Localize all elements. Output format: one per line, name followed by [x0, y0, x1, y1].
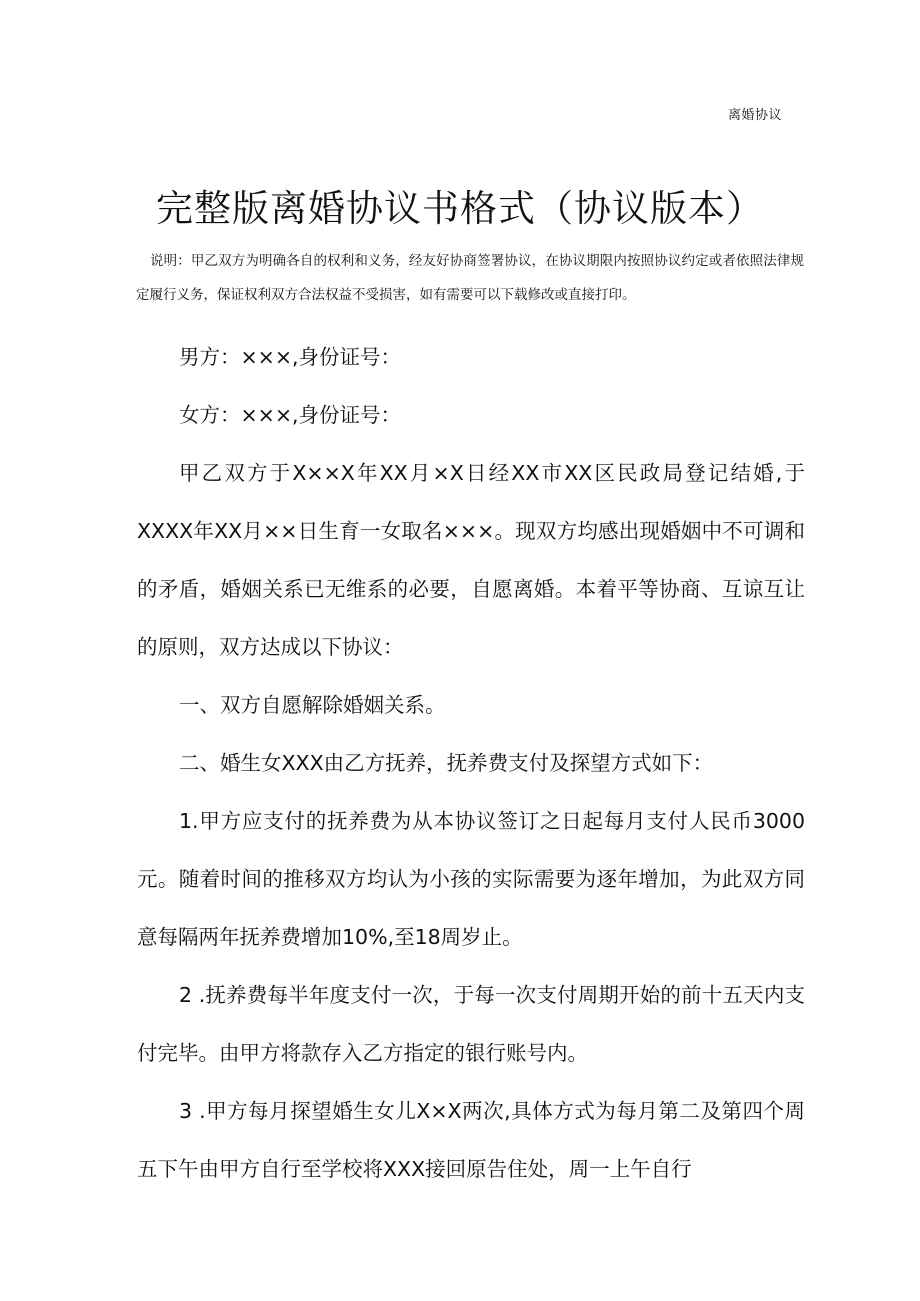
document-title: 完整版离婚协议书格式（协议版本） — [156, 187, 764, 230]
paragraph-item-2: 2 .抚养费每半年度支付一次，于每一次支付周期开始的前十五天内支付完毕。由甲方将款存入乙方指定的银行账号内。 — [137, 983, 805, 1065]
running-header: 离婚协议 — [727, 108, 782, 123]
document-body — [137, 328, 805, 1198]
paragraph-female-party: 女方：×××,身份证号： — [179, 403, 402, 427]
paragraph-item-1: 1.甲方应支付的抚养费为从本协议签订之日起每月支付人民币3000元。随着时间的推移双方均认为小孩的实际需要为逐年增加，为此双方同意每隔两年抚养费增加10%,至18周岁止。 — [137, 809, 805, 949]
intro-note: 说明：甲乙双方为明确各自的权利和义务，经友好协商签署协议，在协议期限内按照协议约定或者依照法律规定履行义务，保证权利双方合法权益不受损害，如有需要可以下载修改或直接打印。 — [136, 253, 804, 303]
paragraph-male-party: 男方：×××,身份证号： — [179, 345, 402, 369]
paragraph-clause-1: 一、双方自愿解除婚姻关系。 — [179, 693, 446, 717]
paragraph-preamble: 甲乙双方于X××X年XX月×X日经XX市XX区民政局登记结婚,于XXXX年XX月××日生育一女取名×××。现双方均感出现婚姻中不可调和的矛盾，婚姻关系已无维系的必要，自愿离婚。本着平等协商、互谅互让的原则，双方达成以下协议： — [137, 461, 805, 659]
paragraph-clause-2: 二、婚生女XXX由乙方抚养，抚养费支付及探望方式如下： — [179, 751, 714, 775]
paragraph-item-3: 3 .甲方每月探望婚生女儿X×X两次,具体方式为每月第二及第四个周五下午由甲方自行至学校将XXX接回原告住处，周一上午自行 — [137, 1099, 805, 1181]
